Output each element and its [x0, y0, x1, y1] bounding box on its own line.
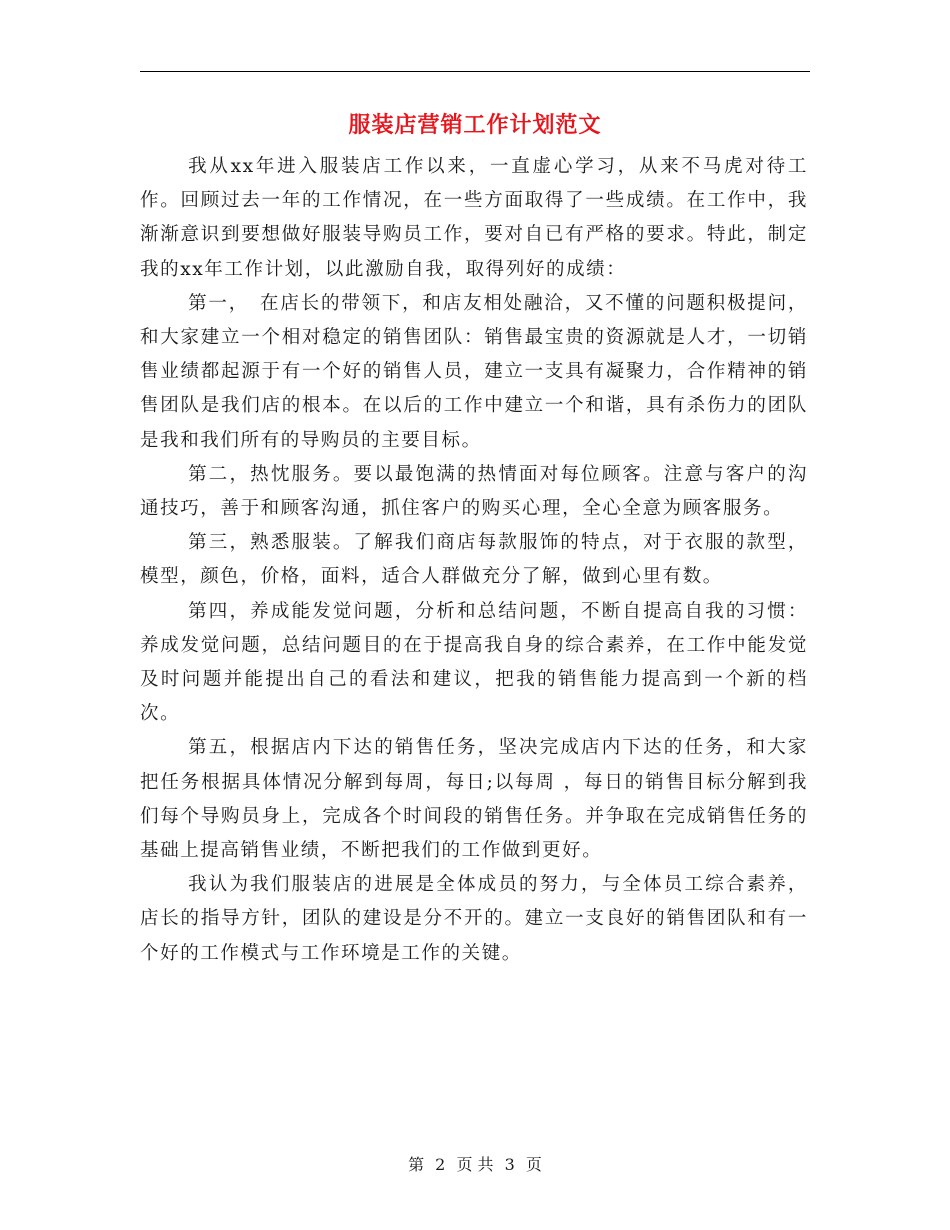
document-title: 服装店营销工作计划范文 — [348, 112, 602, 138]
footer-current-page: 2 — [435, 1155, 446, 1174]
paragraph-intro: 我从xx年进入服装店工作以来，一直虚心学习，从来不马虎对待工作。回顾过去一年的工作情况，在一些方面取得了一些成绩。在工作中，我渐渐意识到要想做好服装导购员工作，要对自已有严格的要求。特此，制定我的xx年工作计划，以此激励自我，取得列好的成绩： — [140, 156, 808, 280]
document-body — [140, 150, 808, 971]
paragraph-fifth: 第五，根据店内下达的销售任务，坚决完成店内下达的任务，和大家把任务根据具体情况分解到每周，每日;以每周 ，每日的销售目标分解到我们每个导购员身上，完成各个时间段的销售任务。并争取在完成销售任务的基础上提高销售业绩，不断把我们的工作做到更好。 — [140, 737, 808, 862]
paragraph-second: 第二，热忱服务。要以最饱满的热情面对每位顾客。注意与客户的沟通技巧，善于和顾客沟通，抓住客户的购买心理，全心全意为顾客服务。 — [140, 463, 808, 520]
footer-mid: 页 共 — [456, 1155, 494, 1174]
paragraph-third: 第三，熟悉服装。了解我们商店每款服饰的特点，对于衣服的款型，模型，颜色，价格，面料，适合人群做充分了解，做到心里有数。 — [140, 532, 808, 588]
page-footer — [0, 1153, 950, 1177]
footer-suffix: 页 — [525, 1155, 542, 1174]
paragraph-fourth: 第四，养成能发觉问题，分析和总结问题，不断自提高自我的习惯：养成发觉问题，总结问题目的在于提高我自身的综合素养，在工作中能发觉及时问题并能提出自己的看法和建议，把我的销售能力提高到一个新的档次。 — [140, 600, 808, 725]
footer-prefix: 第 — [408, 1155, 425, 1174]
paragraph-first: 第一， 在店长的带领下，和店友相处融洽，又不懂的问题积极提问，和大家建立一个相对稳定的销售团队：销售最宝贵的资源就是人才，一切销售业绩都起源于有一个好的销售人员，建立一支具有凝聚力，合作精神的销售团队是我们店的根本。在以后的工作中建立一个和谐，具有杀伤力的团队是我和我们所有的导购员的主要目标。 — [140, 292, 808, 451]
header-rule — [140, 71, 810, 72]
paragraph-conclusion: 我认为我们服装店的进展是全体成员的努力，与全体员工综合素养，店长的指导方针，团队的建设是分不开的。建立一支良好的销售团队和有一个好的工作模式与工作环境是工作的关键。 — [140, 874, 808, 964]
footer-total-pages: 3 — [504, 1155, 515, 1174]
